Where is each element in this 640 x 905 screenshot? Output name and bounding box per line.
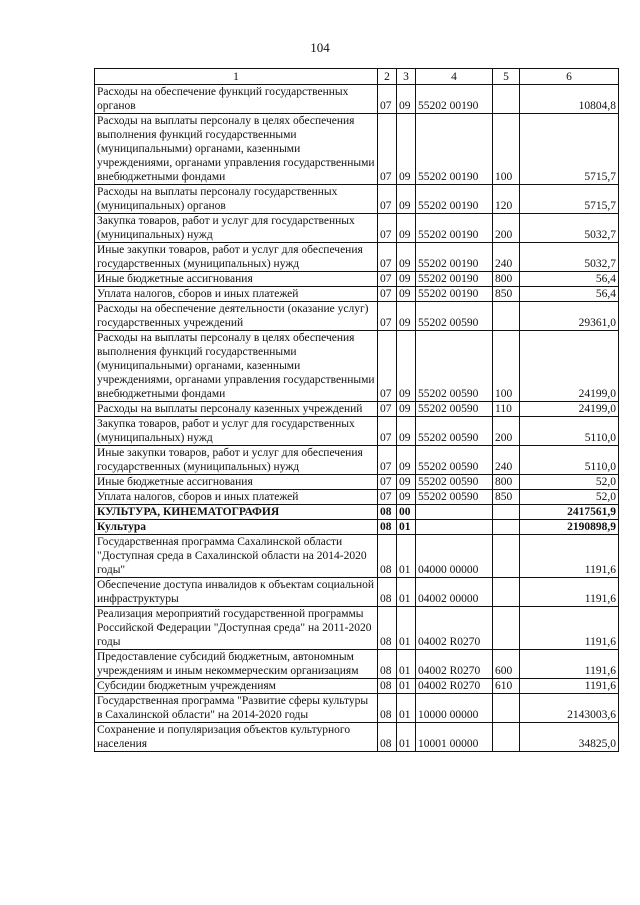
row-target-code: 04002 R0270 xyxy=(416,607,493,650)
row-amount: 5715,7 xyxy=(520,185,619,214)
row-expense-type: 850 xyxy=(493,287,520,302)
table-row xyxy=(95,505,619,520)
table-row xyxy=(95,114,619,185)
row-name: Расходы на выплаты персоналу в целях обеспечения выполнения функций государственными (муниципальными) органами, казенными учреждениями, органами управления государственными внебюджетными фондами xyxy=(95,331,378,402)
row-expense-type: 240 xyxy=(493,243,520,272)
header-row xyxy=(95,69,619,85)
row-subsection: 01 xyxy=(397,650,416,679)
row-target-code: 55202 00590 xyxy=(416,402,493,417)
row-amount: 56,4 xyxy=(520,272,619,287)
row-amount: 5032,7 xyxy=(520,243,619,272)
budget-table xyxy=(94,68,619,752)
table-row xyxy=(95,331,619,402)
row-subsection: 09 xyxy=(397,185,416,214)
row-section: 07 xyxy=(378,114,397,185)
table-row xyxy=(95,272,619,287)
row-expense-type: 110 xyxy=(493,402,520,417)
row-target-code: 04000 00000 xyxy=(416,535,493,578)
column-header: 1 xyxy=(95,69,378,85)
row-section: 07 xyxy=(378,302,397,331)
row-expense-type xyxy=(493,302,520,331)
row-subsection: 01 xyxy=(397,694,416,723)
row-target-code: 55202 00590 xyxy=(416,417,493,446)
row-name: Иные закупки товаров, работ и услуг для обеспечения государственных (муниципальных) нужд xyxy=(95,446,378,475)
table-row xyxy=(95,243,619,272)
row-expense-type xyxy=(493,85,520,114)
row-amount: 5032,7 xyxy=(520,214,619,243)
table-row xyxy=(95,650,619,679)
row-subsection: 09 xyxy=(397,214,416,243)
row-section: 07 xyxy=(378,446,397,475)
row-amount: 1191,6 xyxy=(520,679,619,694)
row-section: 08 xyxy=(378,679,397,694)
row-target-code: 55202 00590 xyxy=(416,475,493,490)
row-target-code: 55202 00590 xyxy=(416,446,493,475)
row-section: 07 xyxy=(378,85,397,114)
row-expense-type: 800 xyxy=(493,475,520,490)
row-name: Иные закупки товаров, работ и услуг для обеспечения государственных (муниципальных) нужд xyxy=(95,243,378,272)
row-amount: 2190898,9 xyxy=(520,520,619,535)
row-subsection: 09 xyxy=(397,402,416,417)
row-subsection: 09 xyxy=(397,243,416,272)
row-name: Расходы на выплаты персоналу казенных учреждений xyxy=(95,402,378,417)
row-amount: 52,0 xyxy=(520,475,619,490)
row-subsection: 09 xyxy=(397,331,416,402)
table-row xyxy=(95,85,619,114)
row-subsection: 01 xyxy=(397,679,416,694)
row-expense-type: 100 xyxy=(493,114,520,185)
table-row xyxy=(95,535,619,578)
table-row xyxy=(95,475,619,490)
row-target-code: 55202 00190 xyxy=(416,287,493,302)
row-subsection: 09 xyxy=(397,85,416,114)
row-expense-type xyxy=(493,578,520,607)
row-amount: 1191,6 xyxy=(520,578,619,607)
row-amount: 24199,0 xyxy=(520,331,619,402)
row-section: 07 xyxy=(378,490,397,505)
row-amount: 52,0 xyxy=(520,490,619,505)
row-expense-type: 100 xyxy=(493,331,520,402)
row-name: Сохранение и популяризация объектов культурного населения xyxy=(95,723,378,752)
row-section: 08 xyxy=(378,505,397,520)
row-amount: 1191,6 xyxy=(520,607,619,650)
row-section: 07 xyxy=(378,331,397,402)
row-amount: 5110,0 xyxy=(520,446,619,475)
row-name: Уплата налогов, сборов и иных платежей xyxy=(95,287,378,302)
row-amount: 1191,6 xyxy=(520,650,619,679)
row-target-code: 04002 R0270 xyxy=(416,679,493,694)
row-section: 07 xyxy=(378,475,397,490)
row-subsection: 01 xyxy=(397,535,416,578)
row-amount: 29361,0 xyxy=(520,302,619,331)
row-name: Закупка товаров, работ и услуг для государственных (муниципальных) нужд xyxy=(95,417,378,446)
row-subsection: 01 xyxy=(397,520,416,535)
row-name: КУЛЬТУРА, КИНЕМАТОГРАФИЯ xyxy=(95,505,378,520)
row-target-code: 55202 00190 xyxy=(416,272,493,287)
row-expense-type: 850 xyxy=(493,490,520,505)
row-name: Обеспечение доступа инвалидов к объектам социальной инфраструктуры xyxy=(95,578,378,607)
row-expense-type: 240 xyxy=(493,446,520,475)
row-expense-type: 610 xyxy=(493,679,520,694)
row-expense-type: 200 xyxy=(493,214,520,243)
table-row xyxy=(95,679,619,694)
row-section: 07 xyxy=(378,243,397,272)
row-subsection: 09 xyxy=(397,490,416,505)
row-name: Иные бюджетные ассигнования xyxy=(95,272,378,287)
row-expense-type: 800 xyxy=(493,272,520,287)
row-target-code: 55202 00590 xyxy=(416,331,493,402)
row-section: 07 xyxy=(378,214,397,243)
row-target-code: 55202 00190 xyxy=(416,114,493,185)
table-row xyxy=(95,402,619,417)
table-row xyxy=(95,287,619,302)
row-amount: 5715,7 xyxy=(520,114,619,185)
row-subsection: 01 xyxy=(397,607,416,650)
row-name: Расходы на выплаты персоналу государственных (муниципальных) органов xyxy=(95,185,378,214)
row-amount: 34825,0 xyxy=(520,723,619,752)
row-amount: 1191,6 xyxy=(520,535,619,578)
row-name: Расходы на обеспечение деятельности (оказание услуг) государственных учреждений xyxy=(95,302,378,331)
row-name: Государственная программа Сахалинской области "Доступная среда в Сахалинской области на 2014-2020 годы" xyxy=(95,535,378,578)
row-target-code: 04002 R0270 xyxy=(416,650,493,679)
row-name: Предоставление субсидий бюджетным, автономным учреждениям и иным некоммерческим организациям xyxy=(95,650,378,679)
table-row xyxy=(95,607,619,650)
row-name: Расходы на выплаты персоналу в целях обеспечения выполнения функций государственными (муниципальными) органами, казенными учреждениями, органами управления государственными внебюджетными фондами xyxy=(95,114,378,185)
row-section: 08 xyxy=(378,607,397,650)
row-section: 07 xyxy=(378,417,397,446)
row-section: 07 xyxy=(378,272,397,287)
table-row xyxy=(95,490,619,505)
row-name: Уплата налогов, сборов и иных платежей xyxy=(95,490,378,505)
row-section: 08 xyxy=(378,578,397,607)
row-amount: 2143003,6 xyxy=(520,694,619,723)
table-row xyxy=(95,578,619,607)
row-expense-type xyxy=(493,520,520,535)
row-subsection: 09 xyxy=(397,287,416,302)
row-name: Закупка товаров, работ и услуг для государственных (муниципальных) нужд xyxy=(95,214,378,243)
row-target-code: 55202 00590 xyxy=(416,490,493,505)
row-section: 07 xyxy=(378,185,397,214)
row-section: 07 xyxy=(378,402,397,417)
table-row xyxy=(95,723,619,752)
row-subsection: 09 xyxy=(397,302,416,331)
row-name: Иные бюджетные ассигнования xyxy=(95,475,378,490)
row-amount: 5110,0 xyxy=(520,417,619,446)
row-target-code: 55202 00190 xyxy=(416,185,493,214)
row-subsection: 09 xyxy=(397,417,416,446)
row-expense-type: 600 xyxy=(493,650,520,679)
row-target-code: 55202 00190 xyxy=(416,243,493,272)
row-amount: 24199,0 xyxy=(520,402,619,417)
row-name: Реализация мероприятий государственной программы Российской Федерации "Доступная среда" на 2011-2020 годы xyxy=(95,607,378,650)
column-header: 5 xyxy=(493,69,520,85)
table-body xyxy=(95,85,619,752)
column-header: 4 xyxy=(416,69,493,85)
table-row xyxy=(95,417,619,446)
row-name: Государственная программа "Развитие сферы культуры в Сахалинской области" на 2014-2020 годы xyxy=(95,694,378,723)
row-section: 08 xyxy=(378,723,397,752)
table-row xyxy=(95,185,619,214)
row-amount: 10804,8 xyxy=(520,85,619,114)
row-expense-type xyxy=(493,694,520,723)
column-header: 2 xyxy=(378,69,397,85)
row-name: Субсидии бюджетным учреждениям xyxy=(95,679,378,694)
row-target-code xyxy=(416,505,493,520)
row-amount: 2417561,9 xyxy=(520,505,619,520)
row-section: 08 xyxy=(378,694,397,723)
row-section: 07 xyxy=(378,287,397,302)
column-header: 6 xyxy=(520,69,619,85)
row-expense-type xyxy=(493,607,520,650)
row-subsection: 09 xyxy=(397,446,416,475)
row-target-code: 55202 00590 xyxy=(416,302,493,331)
row-section: 08 xyxy=(378,535,397,578)
column-header: 3 xyxy=(397,69,416,85)
table-row xyxy=(95,446,619,475)
row-target-code: 10000 00000 xyxy=(416,694,493,723)
table-row xyxy=(95,520,619,535)
row-amount: 56,4 xyxy=(520,287,619,302)
row-subsection: 00 xyxy=(397,505,416,520)
page-number: 104 xyxy=(310,40,330,55)
table-row xyxy=(95,694,619,723)
row-section: 08 xyxy=(378,520,397,535)
row-subsection: 01 xyxy=(397,723,416,752)
row-expense-type xyxy=(493,505,520,520)
row-target-code xyxy=(416,520,493,535)
row-subsection: 09 xyxy=(397,114,416,185)
row-target-code: 55202 00190 xyxy=(416,214,493,243)
row-subsection: 01 xyxy=(397,578,416,607)
table-row xyxy=(95,302,619,331)
row-subsection: 09 xyxy=(397,475,416,490)
table-row xyxy=(95,214,619,243)
row-subsection: 09 xyxy=(397,272,416,287)
row-expense-type: 200 xyxy=(493,417,520,446)
row-expense-type: 120 xyxy=(493,185,520,214)
row-target-code: 04002 00000 xyxy=(416,578,493,607)
row-name: Расходы на обеспечение функций государственных органов xyxy=(95,85,378,114)
row-section: 08 xyxy=(378,650,397,679)
row-target-code: 55202 00190 xyxy=(416,85,493,114)
row-name: Культура xyxy=(95,520,378,535)
row-expense-type xyxy=(493,723,520,752)
row-target-code: 10001 00000 xyxy=(416,723,493,752)
row-expense-type xyxy=(493,535,520,578)
